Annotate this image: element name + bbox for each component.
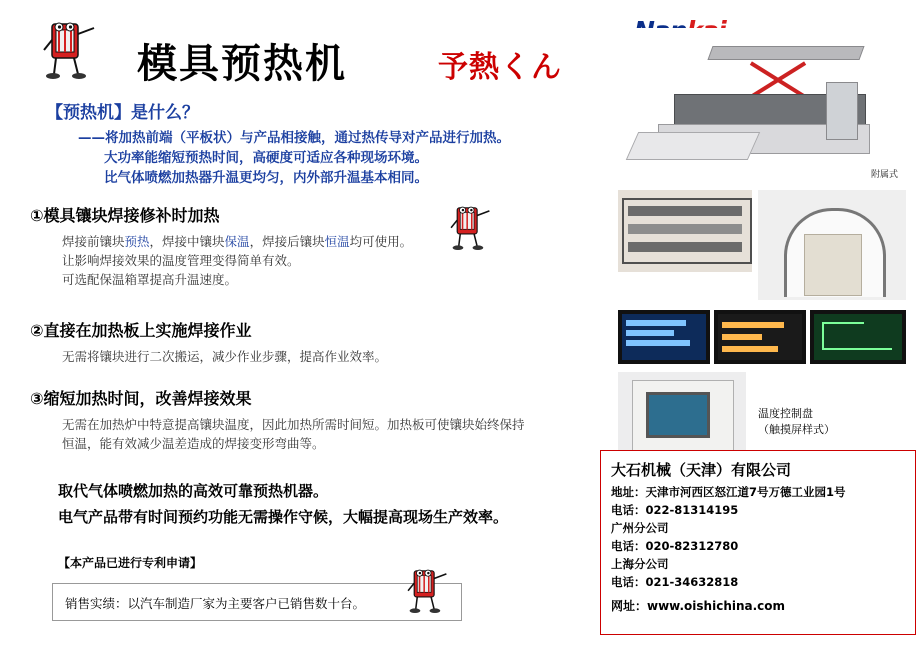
- branch-phone-guangzhou: 电话：020-82312780: [611, 539, 739, 553]
- feature-extra-line: 可选配保温箱罩提高升温速度。: [62, 272, 238, 287]
- branch-name-guangzhou: 广州分公司: [611, 521, 669, 535]
- intro-line-3: 比气体喷燃加热器升温更均匀，内外部升温基本相同。: [104, 170, 428, 186]
- feature-item: [30, 386, 590, 453]
- company-phone: 电话：022-81314195: [611, 503, 739, 517]
- photo-screen: [718, 314, 802, 360]
- feature-text: 无需在加热炉中特意提高镶块温度，因此加热所需时间短。加热板可使镶块始终保持: [62, 417, 525, 432]
- machine-photo-main: [618, 28, 906, 186]
- intro-line-1: ——将加热前端（平板状）与产品相接触，通过热传导对产品进行加热。: [78, 130, 510, 146]
- feature-highlight: 预热: [124, 234, 150, 249]
- machine-photo-hood: [758, 190, 906, 300]
- branch-name-shanghai: 上海分公司: [611, 557, 669, 571]
- feature-body: [62, 415, 590, 453]
- page-title: 模具预热机: [137, 41, 347, 87]
- company-name: 大石机械（天津）有限公司: [611, 461, 792, 479]
- feature-highlight: 恒温: [324, 234, 350, 249]
- heater-mascot-icon: [40, 18, 100, 80]
- heater-mascot-icon-bottom: [405, 560, 451, 625]
- photo-roller-bar: [628, 224, 742, 234]
- feature-body: [62, 347, 590, 366]
- temperature-panel-caption: [758, 406, 908, 438]
- title-row: [40, 18, 600, 88]
- caption-line-1: 温度控制盘: [758, 407, 813, 420]
- feature-text: 均可使用。: [349, 234, 413, 249]
- company-address: 地址：天津市河西区怒江道7号万德工业园1号: [611, 485, 846, 499]
- photo-control-box: [826, 82, 858, 140]
- machine-photo-panel-1: [618, 310, 710, 364]
- feature-extra-line: 恒温，能有效减少温差造成的焊接变形弯曲等。: [62, 436, 325, 451]
- photo-screen-line: [626, 340, 690, 346]
- company-website[interactable]: 网址：www.oishichina.com: [611, 599, 786, 613]
- machine-photo-panel-2: [714, 310, 806, 364]
- photo-hood-inner: [804, 234, 862, 296]
- right-column: [600, 0, 919, 650]
- heater-mascot-icon-small: [448, 199, 494, 260]
- product-logo-text: 予熱くん: [438, 50, 562, 85]
- photo-screen: [622, 314, 706, 360]
- feature-item: [30, 318, 590, 366]
- machine-photo-roller: [618, 190, 752, 272]
- caption-line-2: （触摸屏样式）: [758, 423, 835, 436]
- closing-line-2: 电气产品带有时间预约功能无需操作守候，大幅提高现场生产效率。: [58, 508, 509, 526]
- photo-graph-axis: [822, 348, 892, 350]
- feature-heading: ①模具镶块焊接修补时加热: [30, 206, 220, 225]
- photo-graph-curve: [822, 322, 864, 350]
- feature-extra-line: 让影响焊接效果的温度管理变得简单有效。: [62, 253, 300, 268]
- photo-caption: 附属式: [870, 170, 898, 180]
- machine-photo-panel-3: [810, 310, 906, 364]
- feature-text: 无需将镶块进行二次搬运，减少作业步骤，提高作业效率。: [62, 349, 388, 364]
- photo-screen-line: [722, 322, 784, 328]
- closing-line-1: 取代气体喷燃加热的高效可靠预热机器。: [58, 482, 329, 500]
- feature-body: [62, 232, 590, 289]
- product-logo: [420, 36, 600, 92]
- feature-text: ，焊接后镶块: [249, 234, 325, 249]
- feature-item: [30, 203, 590, 289]
- feature-highlight: 保温: [224, 234, 250, 249]
- feature-text: 焊接前镶块: [62, 234, 125, 249]
- photo-roller-bar: [628, 242, 742, 252]
- contact-box: [600, 450, 916, 635]
- photo-roller-bar: [628, 206, 742, 216]
- sales-record-text: 销售实绩：以汽车制造厂家为主要客户已销售数十台。: [65, 596, 366, 611]
- photo-screen-line: [722, 334, 762, 340]
- intro-heading: 【预热机】是什么？: [46, 103, 199, 123]
- closing-text: [58, 478, 578, 530]
- photo-touch-screen: [646, 392, 710, 438]
- photo-screen: [814, 314, 902, 360]
- intro-lines: [78, 128, 578, 188]
- photo-table-top: [707, 46, 864, 60]
- photo-screen-line: [626, 330, 674, 336]
- photo-screen-line: [626, 320, 686, 326]
- patent-note: 【本产品已进行专利申请】: [58, 556, 203, 570]
- intro-line-2: 大功率能缩短预热时间，高硬度可适应各种现场环境。: [104, 150, 428, 166]
- sales-record-box: [52, 583, 462, 621]
- photo-heating-plate: [626, 132, 760, 160]
- feature-heading: ③缩短加热时间，改善焊接效果: [30, 389, 252, 408]
- branch-phone-shanghai: 电话：021-34632818: [611, 575, 739, 589]
- photo-screen-line: [722, 346, 778, 352]
- feature-heading: ②直接在加热板上实施焊接作业: [30, 321, 252, 340]
- feature-text: ，焊接中镶块: [149, 234, 225, 249]
